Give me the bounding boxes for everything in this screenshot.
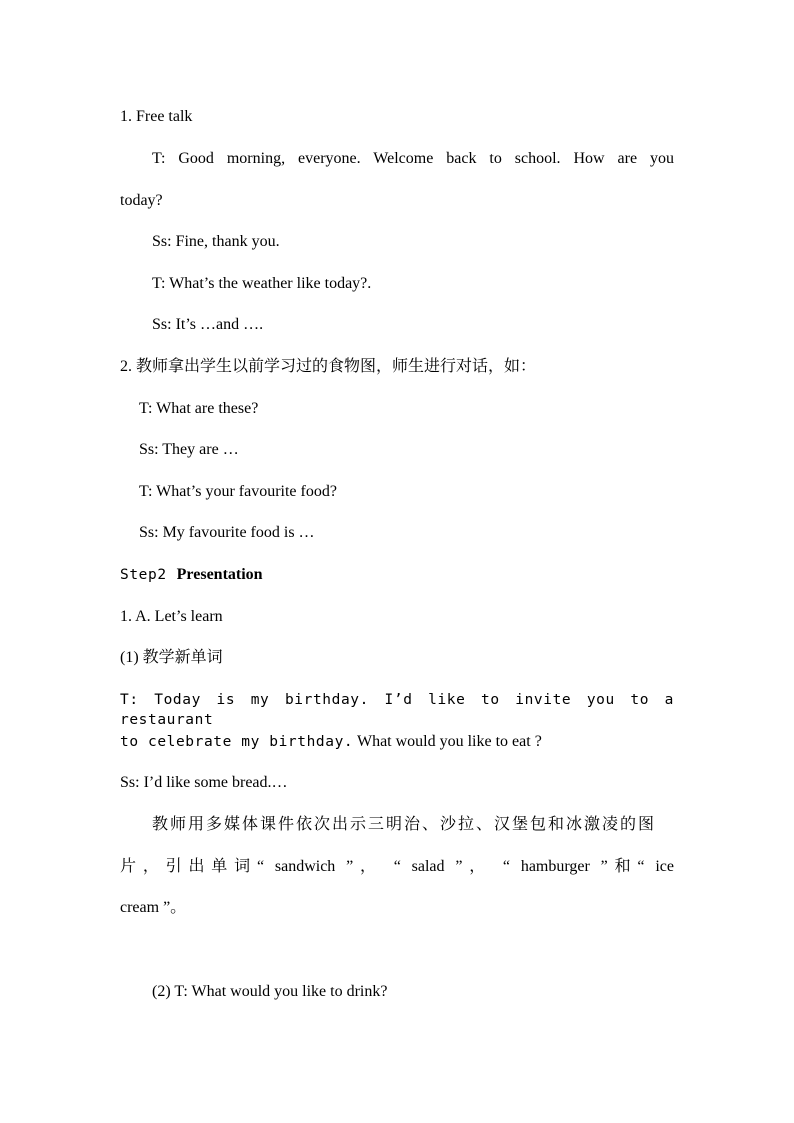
subsection-drink-question: (2) T: What would you like to drink? <box>152 983 388 1000</box>
dialogue-line-teacher-favourite: T: What’s your favourite food? <box>139 483 337 500</box>
section-food-pictures-heading: 2. 教师拿出学生以前学习过的食物图，师生进行对话，如： <box>120 358 537 375</box>
dialogue-line-teacher-eat-part1: to celebrate my birthday. <box>120 734 354 750</box>
dialogue-line-teacher-these: T: What are these? <box>139 400 259 417</box>
dialogue-line-students-bread: Ss: I’d like some bread.… <box>120 774 288 791</box>
subsection-lets-learn-heading: 1. A. Let’s learn <box>120 608 223 625</box>
instruction-paragraph-line-2: 片，引出单词“ sandwich ”， “ salad ”， “ hamburger ”和“ ice <box>120 858 674 875</box>
dialogue-line-students-weather: Ss: It’s …and …. <box>152 316 264 333</box>
section-step2-heading <box>120 565 263 585</box>
dialogue-line-teacher-weather: T: What’s the weather like today?. <box>152 275 372 292</box>
dialogue-line-teacher-birthday: T: Today is my birthday. I’d like to invite you to a restaurant <box>120 692 674 728</box>
step-label: Step2 <box>120 567 167 583</box>
dialogue-line-continuation: today? <box>120 192 163 209</box>
step-title: Presentation <box>176 566 263 583</box>
instruction-paragraph-line-3: cream ”。 <box>120 899 187 916</box>
dialogue-line-teacher-eat <box>120 732 542 752</box>
dialogue-line-teacher-greeting: T: Good morning, everyone. Welcome back to school. How are you <box>152 150 674 167</box>
subsection-new-words-heading: (1) 教学新单词 <box>120 649 223 666</box>
dialogue-line-teacher-eat-part2: What would you like to eat ? <box>353 733 542 750</box>
section-free-talk-heading: 1. Free talk <box>120 108 193 125</box>
dialogue-line-students-favourite: Ss: My favourite food is … <box>139 524 315 541</box>
dialogue-line-students-reply: Ss: Fine, thank you. <box>152 233 280 250</box>
instruction-paragraph-line-1: 教师用多媒体课件依次出示三明治、沙拉、汉堡包和冰激凌的图 <box>152 816 657 833</box>
dialogue-line-students-they-are: Ss: They are … <box>139 441 239 458</box>
